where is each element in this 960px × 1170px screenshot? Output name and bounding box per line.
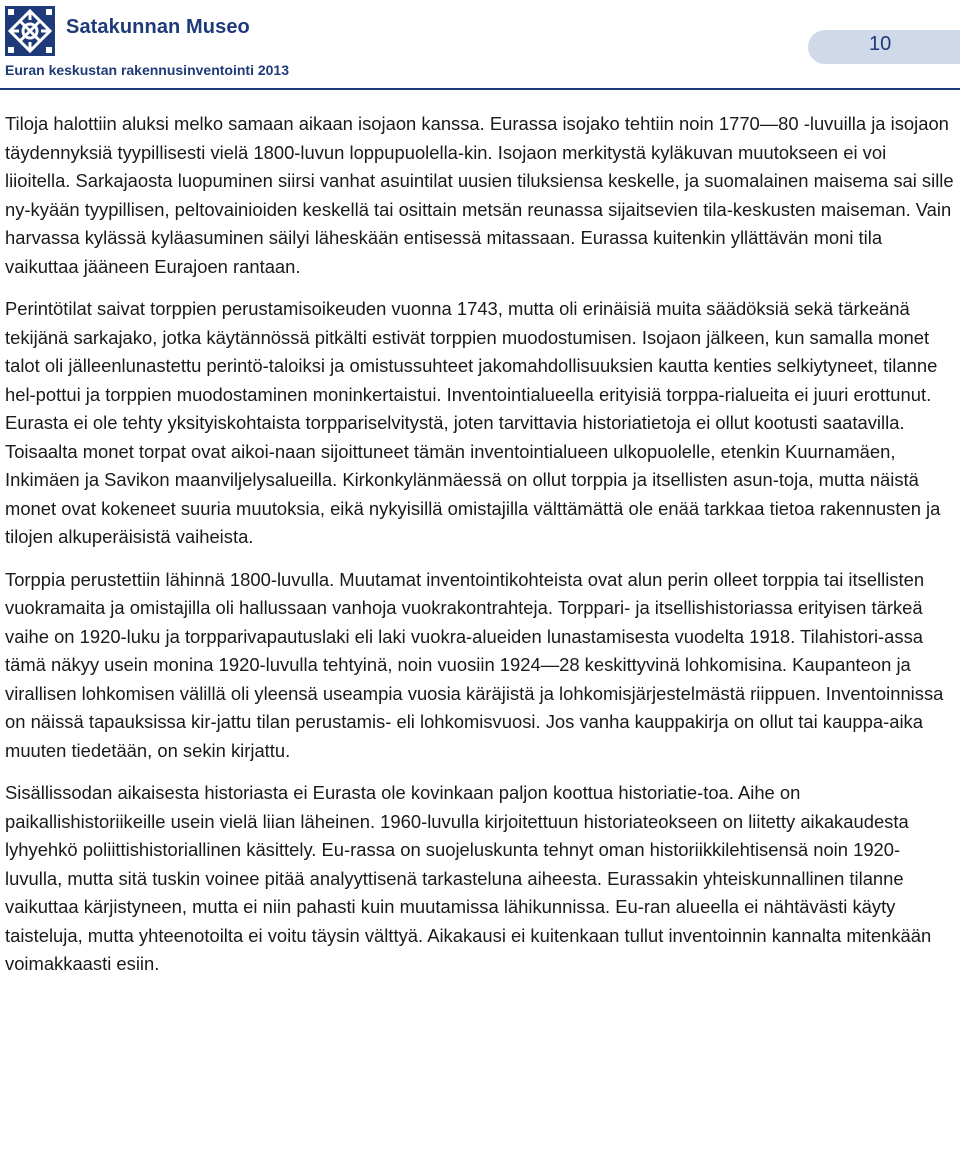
paragraph: Perintötilat saivat torppien perustamisoikeuden vuonna 1743, mutta oli erinäisiä muita säädöksiä sekä tärkeänä tekijänä sarkajako, jotka käytännössä pitkälti estivät torppien muodostumisen. Isojaon jälkeen, kun samalla monet talot oli jälleenlunastettu perintö-taloiksi ja omistussuhteet jakomahdollisuuksien kautta kenties selkiytyneet, tilanne hel-pottui ja torppien muodostaminen moninkertaistui. Inventointialueella erityisiä torppa-rialueita ei juuri erottunut. Eurasta ei ole tehty yksityiskohtaista torppariselvitystä, joten tarvittavia historiatietoja ei ollut kootusti saatavilla. Toisaalta monet torpat ovat aikoi-naan sijoittuneet tämän inventointialueen ulkopuolelle, etenkin Kuurnamäen, Inkimäen ja Savikon maanviljelysalueilla. Kirkonkylänmäessä on ollut torppia ja itsellisten asun-toja, mutta näistä monet ovat kokeneet suuria muutoksia, eikä nykyisillä omistajilla välttämättä ole enää tarkkaa tietoa rakennusten ja tilojen alkuperäisistä vaiheista.: [5, 298, 941, 547]
page-header: [0, 0, 960, 92]
paragraph: Tiloja halottiin aluksi melko samaan aikaan isojaon kanssa. Eurassa isojako tehtiin noin 1770—80 -luvuilla ja isojaon täydennyksiä tyypillisesti vielä 1800-luvun loppupuolella-kin. Isojaon merkitystä kyläkuvan muutokseen ei voi liioitella. Sarkajaosta luopuminen siirsi vanhat asuintilat uusien tiluksiensa keskelle, ja suomalainen maisema sai sille ny-kyään tyypillisen, peltovainioiden keskellä tai osittain metsän reunassa sijaitsevien tila-keskusten maiseman. Vain harvassa kylässä kyläasuminen säilyi läheskään entisessä mitassaan. Eurassa kuitenkin yllättävän moni tila vaikuttaa jääneen Eurajoen rantaan.: [5, 113, 954, 277]
knot-pattern-icon: [5, 6, 55, 56]
body-text: [5, 110, 955, 993]
brand-name: Satakunnan Museo: [66, 16, 250, 38]
document-subtitle: Euran keskustan rakennusinventointi 2013: [5, 62, 289, 78]
paragraph: Torppia perustettiin lähinnä 1800-luvulla. Muutamat inventointikohteista ovat alun perin olleet torppia tai itsellisten vuokramaita ja omistajilla oli hallussaan vanhoja vuokrakontrahteja. Torppari- ja itsellishistoriassa erityisen tärkeä vaihe on 1920-luku ja torpparivapautuslaki eli laki vuokra-alueiden lunastamisesta vuodelta 1918. Tilahistori-assa tämä näkyy usein monina 1920-luvulla tehtyinä, noin vuosiin 1924—28 keskittyvinä lohkomisina. Kaupanteon ja virallisen lohkomisen välillä oli yleensä useampia vuosia käräjistä ja lohkomisjärjestelmästä riippuen. Inventoinnissa on näissä tapauksissa kir-jattu tilan perustamis- eli lohkomisvuosi. Jos vanha kauppakirja on ollut tai kauppa-aika muuten tiedetään, on sekin kirjattu.: [5, 568, 944, 761]
page-number: 10: [869, 33, 892, 55]
paragraph: Sisällissodan aikaisesta historiasta ei Eurasta ole kovinkaan paljon koottua historiatie-toa. Aihe on paikallishistoriikeille usein vielä liian läheinen. 1960-luvulla kirjoitettuun historiateokseen on liitetty aikakaudesta lyhyehkö poliittishistoriallinen käsittely. Eu-rassa on suojeluskunta tehnyt oman historiikkilehtisensä noin 1920-luvulla, mutta sitä tuskin voinee pitää analyyttisenä tarkasteluna aiheesta. Eurassakin yhteiskunnallinen tilanne vaikuttaa kärjistyneen, mutta ei niin pahasti kuin muutamissa lähikunnissa. Eu-ran alueella ei nähtävästi käyty taisteluja, mutta yhteenotoilta ei voitu täysin välttyä. Aikakausi ei kuitenkaan tullut inventoinnin kannalta mitenkään voimakkaasti esiin.: [5, 782, 932, 974]
header-divider: [0, 88, 960, 90]
